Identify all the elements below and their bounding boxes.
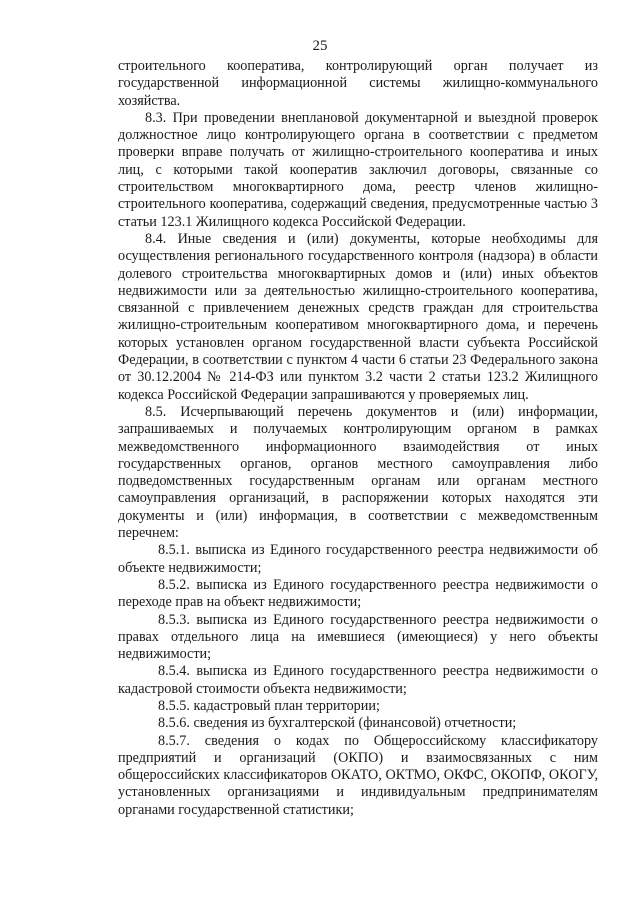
paragraph-8-5-5: 8.5.5. кадастровый план территории; — [158, 697, 380, 714]
paragraph-8-5-3: 8.5.3. выписка из Единого государственного реестра недвижимости о правах отдельного лица на имевшиеся (имеющиеся) у него объекты недвижимости; — [118, 611, 598, 663]
document-body — [118, 58, 598, 819]
paragraph-8-5-4: 8.5.4. выписка из Единого государственного реестра недвижимости о кадастровой стоимости объекта недвижимости; — [118, 663, 598, 697]
paragraph-8-5-1: 8.5.1. выписка из Единого государственного реестра недвижимости об объекте недвижимости; — [118, 542, 598, 576]
paragraph-8-5-2: 8.5.2. выписка из Единого государственного реестра недвижимости о переходе прав на объект недвижимости; — [118, 576, 598, 611]
paragraph-8-3: 8.3. При проведении внеплановой документарной и выездной проверок должностное лицо контролирующего органа в соответствии с предметом проверки вправе получать от жилищно-строительного кооператива и иных лиц, с которыми такой кооператив заключил договоры, связанные со строительством многоквартирного дома, реестр членов жилищно-строительного кооператива, содержащий сведения, предусмотренные частью 3 статьи 123.1 Жилищного кодекса Российской Федерации. — [118, 109, 598, 230]
page-number: 25 — [312, 38, 328, 54]
paragraph-8-5: 8.5. Исчерпывающий перечень документов и (или) информации, запрашиваемых и получаемых контролирующим органом в рамках межведомственного информационного взаимодействия от иных государственных органов, органов местного самоуправления либо подведомственных государственным органам или органам местного самоуправления организаций, в распоряжении которых находятся эти документы и (или) информация, в соответствии с межведомственным перечнем: — [118, 403, 598, 542]
paragraph-continuation: строительного кооператива, контролирующий орган получает из государственной информационной системы жилищно-коммунального хозяйства. — [118, 58, 598, 109]
paragraph-8-5-7: 8.5.7. сведения о кодах по Общероссийскому классификатору предприятий и организаций (ОКПО) и взаимосвязанных с ним общероссийских классификаторов ОКАТО, ОКТМО, ОКФС, ОКОПФ, ОКОГУ, установленных организациями и индивидуальным предпринимателям органами государственной статистики; — [118, 732, 598, 818]
paragraph-8-5-6: 8.5.6. сведения из бухгалтерской (финансовой) отчетности; — [158, 715, 517, 732]
paragraph-8-4: 8.4. Иные сведения и (или) документы, которые необходимы для осуществления регионального государственного контроля (надзора) в области долевого строительства многоквартирных домов и (или) иных объектов недвижимости или за деятельностью жилищно-строительного кооператива, связанной с привлечением денежных средств граждан для строительства жилищно-строительным кооперативом многоквартирного дома, и перечень которых установлен органом государственной власти субъекта Российской Федерации, в соответствии с пунктом 4 части 6 статьи 23 Федерального закона от 30.12.2004 № 214-ФЗ или пунктом 3.2 части 2 статьи 123.2 Жилищного кодекса Российской Федерации запрашиваются у проверяемых лиц. — [118, 230, 598, 403]
